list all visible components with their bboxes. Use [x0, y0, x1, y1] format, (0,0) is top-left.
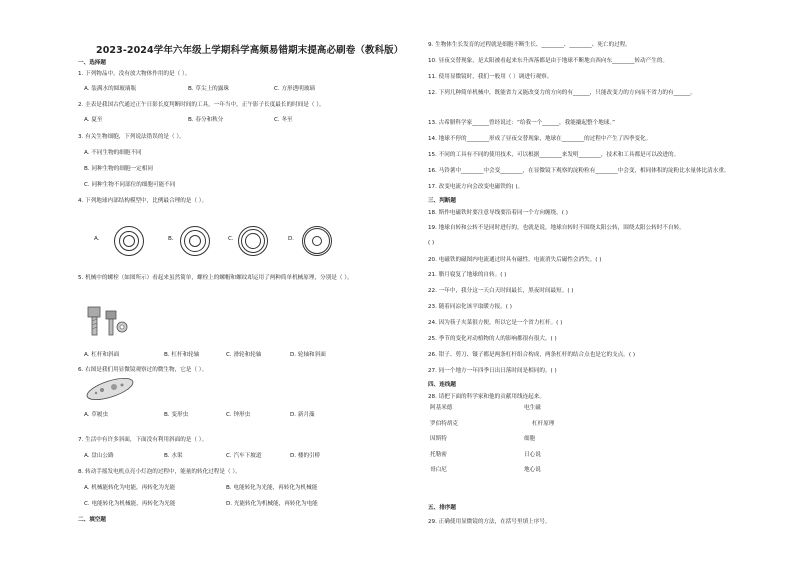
- question-line: D. 光能转化为机械能，再转化为电能: [226, 501, 318, 507]
- microorganism-illustration: [84, 376, 136, 402]
- question-line: 5. 机械中的螺栓（如图所示）看起来虽然简单，螺栓上的螺帽和螺纹却运用了两种简单机械原理，分别是（ ）。: [78, 275, 353, 281]
- matching-item-scientist[interactable]: 哥白尼: [430, 467, 447, 473]
- question-line: 15. 不同的工具有不同的使用技术，可以根据________来发明________，技术和工具都是可以改进的。: [428, 152, 680, 158]
- matching-item-scientist[interactable]: 因斯特: [430, 436, 447, 442]
- question-line: C. 同种生物不同部位的细胞可能不同: [84, 182, 176, 188]
- question-line: C. 钟形虫: [226, 412, 251, 418]
- question-line: 11. 使用显微镜时，我们一般用（ ）调进行观察。: [428, 74, 553, 80]
- ring-label-a: A.: [94, 236, 100, 242]
- question-line: C. 电能转化为机械能，再转化为光能: [84, 501, 176, 507]
- question-line: 13. 古希腊科学家______曾经说过：“给我一个______，我能撬起整个地球。”: [428, 120, 616, 126]
- question-line: B. 变形虫: [164, 412, 189, 418]
- question-line: 1. 下列物品中，没有放大物体作用的是（ ）。: [78, 71, 191, 77]
- ring-label-c: C.: [228, 236, 234, 242]
- question-line: A. 杠杆和斜面: [84, 352, 120, 358]
- question-line: B. 草尖上的露珠: [188, 86, 229, 92]
- question-line: 29. 正确使用显微镜的方法，在括号里填上序号。: [428, 519, 551, 525]
- matching-item-scientist[interactable]: 罗伯特胡克: [430, 420, 458, 427]
- section-heading: 五、排序题: [428, 505, 456, 511]
- ring-label-b: B.: [168, 236, 174, 242]
- question-line: A. 不同生物的细胞不同: [84, 150, 142, 156]
- question-line: 12. 下列几种简单机械中，既能省力又能改变力的方向的有______，只能改变力的方向而不省力的有______。: [428, 90, 696, 96]
- question-line: 25. 季节的变化对动植物的人的影响都很有很大。( ): [428, 336, 557, 342]
- matching-item-contribution[interactable]: 细胞: [524, 436, 536, 442]
- question-line: 23. 随着同凉化该平取暖方报。( ): [428, 304, 512, 310]
- question-line: 26. 钳子、剪刀、镊子都是两条杠杆组合构成，两条杠杆的结合点也是它的支点。( ): [428, 352, 636, 358]
- question-line: B. 春分和秋分: [188, 117, 224, 123]
- question-line: 18. 斯作电磁铁时要注意导线要沿着同一个方向缠绕。( ): [428, 210, 568, 216]
- section-heading: 二、填空题: [78, 517, 106, 523]
- question-line: C. 方形透明玻璃: [274, 86, 316, 92]
- question-line: 3. 有关生物细胞，下列说法错误的是（ ）。: [78, 134, 185, 140]
- page-title: 2023-2024学年六年级上学期科学高频易错期末提高必刷卷（教科版）: [96, 45, 404, 56]
- section-heading: 一、选择题: [78, 60, 106, 66]
- question-line: ( ): [428, 240, 435, 246]
- question-line: 24. 因为筷子夹菜很方便，所以它是一个省力杠杆。( ): [428, 320, 563, 326]
- question-line: B. 电能转化为光能，再转化为机械能: [226, 485, 318, 491]
- matching-item-contribution[interactable]: 杠杆原理: [532, 420, 555, 427]
- question-line: D. 新月藻: [290, 412, 315, 418]
- question-line: C. 冬至: [274, 117, 293, 123]
- matching-item-scientist[interactable]: 阿基米德: [430, 405, 453, 411]
- question-line: B. 水渠: [164, 453, 183, 459]
- matching-item-contribution[interactable]: 电生磁: [524, 405, 541, 411]
- question-line: 28. 请把下面的科学家和他的贡献用线连起来。: [428, 394, 545, 400]
- question-line: 7. 生活中有许多斜面，下面没有利用斜面的是（ ）。: [78, 437, 208, 443]
- question-line: 6. 右图是我们用显微镜观察过的微生物，它是（ ）。: [78, 367, 208, 373]
- question-line: 21. 腊月寝复了地球的自转。( ): [428, 272, 507, 278]
- question-line: D. 楼的引桥: [290, 453, 321, 459]
- question-line: 22. 一年中，我分这一天白天时间最长，黑夜时间最短。( ): [428, 288, 574, 294]
- matching-item-contribution[interactable]: 地心说: [524, 467, 541, 473]
- question-line: 8. 转动手摇发电机点亮小灯泡的过程中，能量的转化过程是（ ）。: [78, 469, 241, 475]
- question-line: A. 盘山公路: [84, 453, 114, 459]
- question-line: 19. 地球自转和公转不是同时进行的，也就是说，地球自转时不围绕太阳公转，围绕太阳公转时不自转。: [428, 225, 685, 231]
- question-line: A. 机械能转化为电能，再转化为光能: [84, 485, 176, 491]
- section-heading: 四、连线题: [428, 382, 456, 388]
- question-line: 9. 生物体生长发育的过程就是细胞不断生长、________、________、死亡的过程。: [428, 42, 631, 48]
- question-line: A. 草履虫: [84, 412, 109, 418]
- matching-item-scientist[interactable]: 托勒密: [430, 451, 447, 458]
- question-line: 14. 地球不停的________形成了昼夜交替现象，地球在________的过程中产生了四季变化。: [428, 136, 652, 142]
- bolt-illustration: [84, 303, 128, 339]
- question-line: C. 滑轮和轮轴: [226, 352, 262, 358]
- question-line: 16. 马铃薯中________中会变________，在显微镜下观察的淀粉粒有________中会变，相同体积的淀粉比水量体比清水重。: [428, 168, 730, 174]
- matching-item-contribution[interactable]: 日心说: [524, 451, 541, 458]
- question-line: B. 杠杆和轮轴: [164, 352, 200, 358]
- question-line: 10. 昼夜交替现象，是太阳被看起来东升西落都是由于地球不断地自西向东________转动产生的。: [428, 58, 669, 64]
- question-line: A. 夏至: [84, 117, 103, 123]
- question-line: B. 同种生物的细胞一定相同: [84, 166, 153, 172]
- question-line: D. 轮轴和斜面: [290, 352, 326, 358]
- question-line: 27. 同一个地方一年四季日出日落时间是相同的。( ): [428, 368, 557, 374]
- question-line: A. 装满水的圆玻璃瓶: [84, 86, 137, 92]
- question-line: 4. 下列地球内部结构模型中，比例最合理的是（ ）。: [78, 198, 208, 204]
- section-heading: 三、判断题: [428, 198, 456, 204]
- question-line: 2. 圭表是我国古代通过正午日影长度判断时间的工具，一年当中，正午影子长度最长的时间是（ ）。: [78, 102, 325, 108]
- question-line: 20. 电磁铁的磁图内电流通过时具有磁性，电流消失后磁性会消失。( ): [428, 257, 602, 263]
- earth-structure-models: [90, 226, 390, 256]
- question-line: 17. 改变电流方向会改变电磁铁的( )。: [428, 184, 524, 190]
- question-line: C. 汽车下坡道: [226, 453, 262, 459]
- ring-label-d: D.: [288, 236, 295, 242]
